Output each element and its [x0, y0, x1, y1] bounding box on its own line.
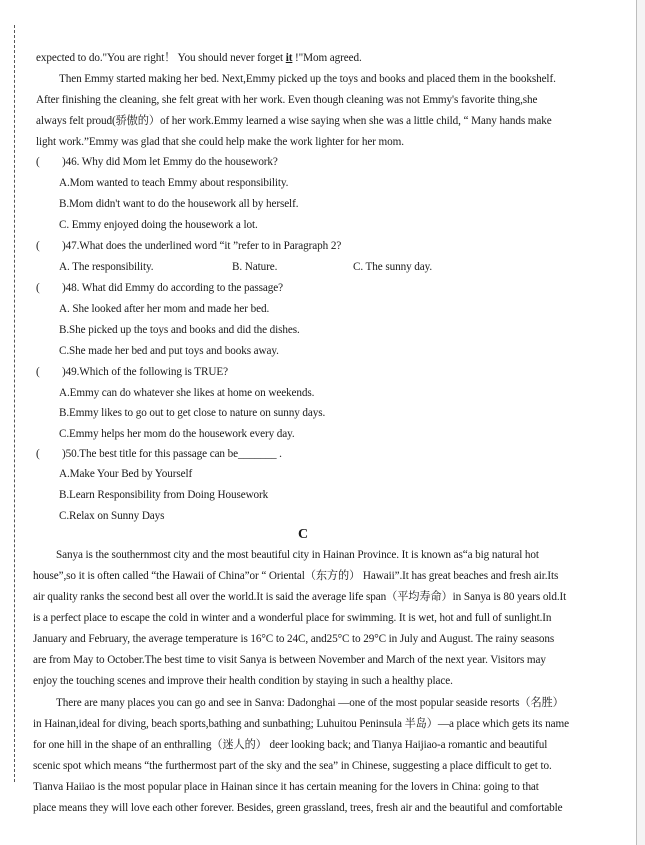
option: A.Make Your Bed by Yourself [59, 468, 193, 480]
passage-line: January and February, the average temperature is 16°C to 24C, and25°C to 29°C in July and August. The rainy seasons [33, 633, 555, 645]
question-48 [36, 281, 283, 295]
option: C. The sunny day. [353, 261, 433, 273]
option: C.Emmy helps her mom do the housework every day. [59, 428, 295, 440]
passage-line: enjoy the touching scenes and improve their health condition by staying in such a healthy place. [33, 675, 453, 687]
option: A.Emmy can do whatever she likes at home on weekends. [59, 387, 315, 399]
binding-dashed-line [14, 25, 15, 782]
option: C.Relax on Sunny Days [59, 510, 165, 522]
page-edge-scroll-area [636, 0, 645, 845]
section-heading: C [298, 527, 309, 542]
text: !"Mom agreed. [292, 52, 362, 64]
question-stem: )47.What does the underlined word “it ”refer to in Paragraph 2? [62, 240, 342, 252]
answer-blank[interactable]: ( [36, 366, 40, 378]
question-46 [36, 155, 278, 169]
passage-line: Then Emmy started making her bed. Next,Emmy picked up the toys and books and placed them in the bookshelf. [59, 73, 556, 85]
passage-line: place means they will love each other forever. Besides, green grassland, trees, fresh air and the beautiful and comfortable [33, 802, 563, 814]
passage-line: After finishing the cleaning, she felt great with her work. Even though cleaning was not Emmy's favorite thing,she [36, 94, 538, 106]
option: A.Mom wanted to teach Emmy about responsibility. [59, 177, 289, 189]
option: A. The responsibility. [59, 261, 154, 273]
question-49 [36, 365, 228, 379]
option: B.Mom didn't want to do the housework all by herself. [59, 198, 299, 210]
passage-line [36, 51, 362, 65]
option: B.Emmy likes to go out to get close to nature on sunny days. [59, 407, 326, 419]
option: B.She picked up the toys and books and did the dishes. [59, 324, 300, 336]
text: expected to do."You are right！ You should never forget [36, 52, 286, 64]
passage-line: scenic spot which means “the furthermost part of the sky and the sea” in Chinese, suggesting a place difficult to get to. [33, 760, 552, 772]
question-stem: )46. Why did Mom let Emmy do the housework? [62, 156, 278, 168]
question-stem: )48. What did Emmy do according to the passage? [62, 282, 283, 294]
option: C. Emmy enjoyed doing the housework a lot. [59, 219, 258, 231]
answer-blank[interactable]: ( [36, 448, 40, 460]
passage-line: always felt proud(骄傲的）of her work.Emmy learned a wise saying when she was a little child, “ Many hands make [36, 115, 552, 127]
passage-line: air quality ranks the second best all over the world.It is said the average life span（平均寿命）in Sanya is 80 years old.It [33, 591, 567, 603]
passage-line: Tianva Haiiao is the most popular place in Hainan since it has certain meaning for the lovers in China: going to that [33, 781, 539, 793]
question-stem: )49.Which of the following is TRUE? [62, 366, 228, 378]
passage-line: in Hainan,ideal for diving, beach sports,bathing and sunbathing; Luhuitou Peninsula 半岛）—a place which gets its name [33, 718, 569, 730]
underlined-word: it [285, 52, 293, 64]
answer-blank[interactable]: ( [36, 156, 40, 168]
option: B.Learn Responsibility from Doing Housework [59, 489, 269, 501]
passage-line: Sanya is the southernmost city and the most beautiful city in Hainan Province. It is known as“a big natural hot [56, 549, 539, 561]
passage-line: for one hill in the shape of an enthralling（迷人的） deer looking back; and Tianya Haijiao-a romantic and beautiful [33, 739, 548, 751]
question-47 [36, 239, 341, 253]
option: B. Nature. [232, 261, 278, 273]
passage-line: house”,so it is often called “the Hawaii of China”or “ Oriental（东方的） Hawaii”.It has great beaches and fresh air.Its [33, 570, 559, 582]
passage-line: There are many places you can go and see in Sanva: Dadonghai —one of the most popular seaside resorts（名胜） [56, 697, 564, 709]
question-stem: )50.The best title for this passage can be_______ . [62, 448, 282, 460]
option: C.She made her bed and put toys and books away. [59, 345, 279, 357]
option: A. She looked after her mom and made her bed. [59, 303, 270, 315]
answer-blank[interactable]: ( [36, 282, 40, 294]
answer-blank[interactable]: ( [36, 240, 40, 252]
question-50 [36, 447, 282, 461]
passage-line: is a perfect place to escape the cold in winter and a wonderful place for swimming. It is wet, hot and full of sunlight.In [33, 612, 552, 624]
passage-line: light work.”Emmy was glad that she could help make the work lighter for her mom. [36, 136, 404, 148]
passage-line: are from May to October.The best time to visit Sanya is between November and March of the next year. Visitors may [33, 654, 546, 666]
